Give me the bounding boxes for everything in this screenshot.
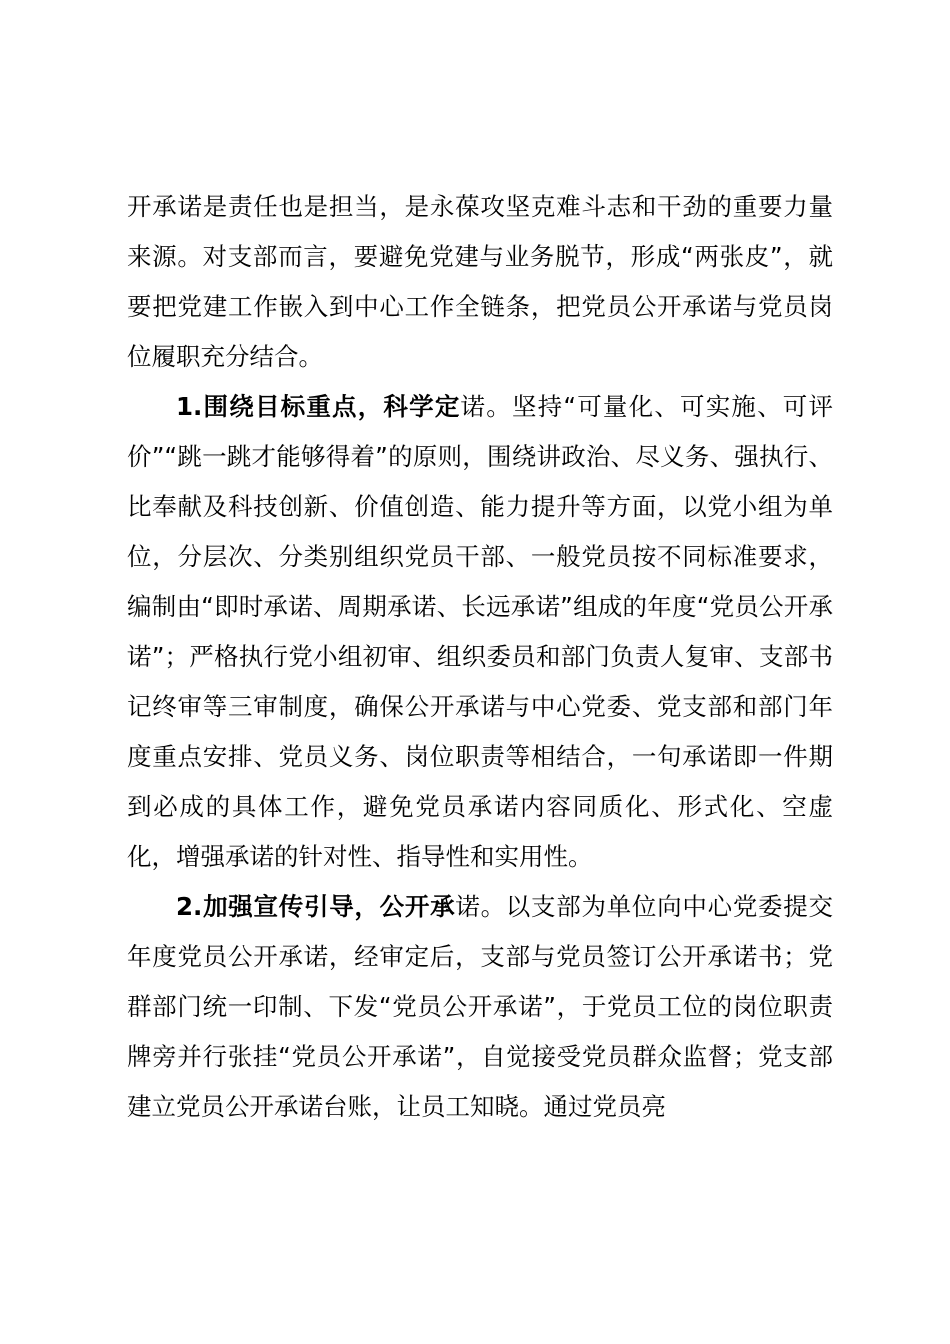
paragraph-text: 以支部为单位向中心党委提交年度党员公开承诺，经审定后，支部与党员签订公开承诺书；党群部门统一印制、下发“党员公开承诺”，于党员工位的岗位职责牌旁并行张挂“党员公开承诺”，自觉接受党员群众监督；党支部建立党员公开承诺台账，让员工知晓。通过党员亮: [127, 892, 834, 1121]
paragraph-section-2: [127, 882, 833, 1132]
section-heading: 1.围绕目标重点，科学定: [176, 392, 461, 421]
paragraph-continuation: [127, 182, 833, 382]
section-heading: 2.加强宣传引导，公开承: [176, 892, 456, 921]
body-text: [127, 182, 833, 1132]
paragraph-text: 坚持“可量化、可实施、可评价”“跳一跳才能够得着”的原则，围绕讲政治、尽义务、强执行、比奉献及科技创新、价值创造、能力提升等方面，以党小组为单位，分层次、分类别组织党员干部、一般党员按不同标准要求，编制由“即时承诺、周期承诺、长远承诺”组成的年度“党员公开承诺”；严格执行党小组初审、组织委员和部门负责人复审、支部书记终审等三审制度，确保公开承诺与中心党委、党支部和部门年度重点安排、党员义务、岗位职责等相结合，一句承诺即一件期到必成的具体工作，避免党员承诺内容同质化、形式化、空虚化，增强承诺的针对性、指导性和实用性。: [127, 392, 833, 871]
section-heading-tail: 诺。: [460, 392, 512, 421]
paragraph-text: 开承诺是责任也是担当，是永葆攻坚克难斗志和干劲的重要力量来源。对支部而言，要避免党建与业务脱节，形成“两张皮”，就要把党建工作嵌入到中心工作全链条，把党员公开承诺与党员岗位履职充分结合。: [127, 192, 833, 371]
paragraph-section-1: [127, 382, 833, 882]
section-heading-tail: 诺。: [455, 892, 506, 921]
